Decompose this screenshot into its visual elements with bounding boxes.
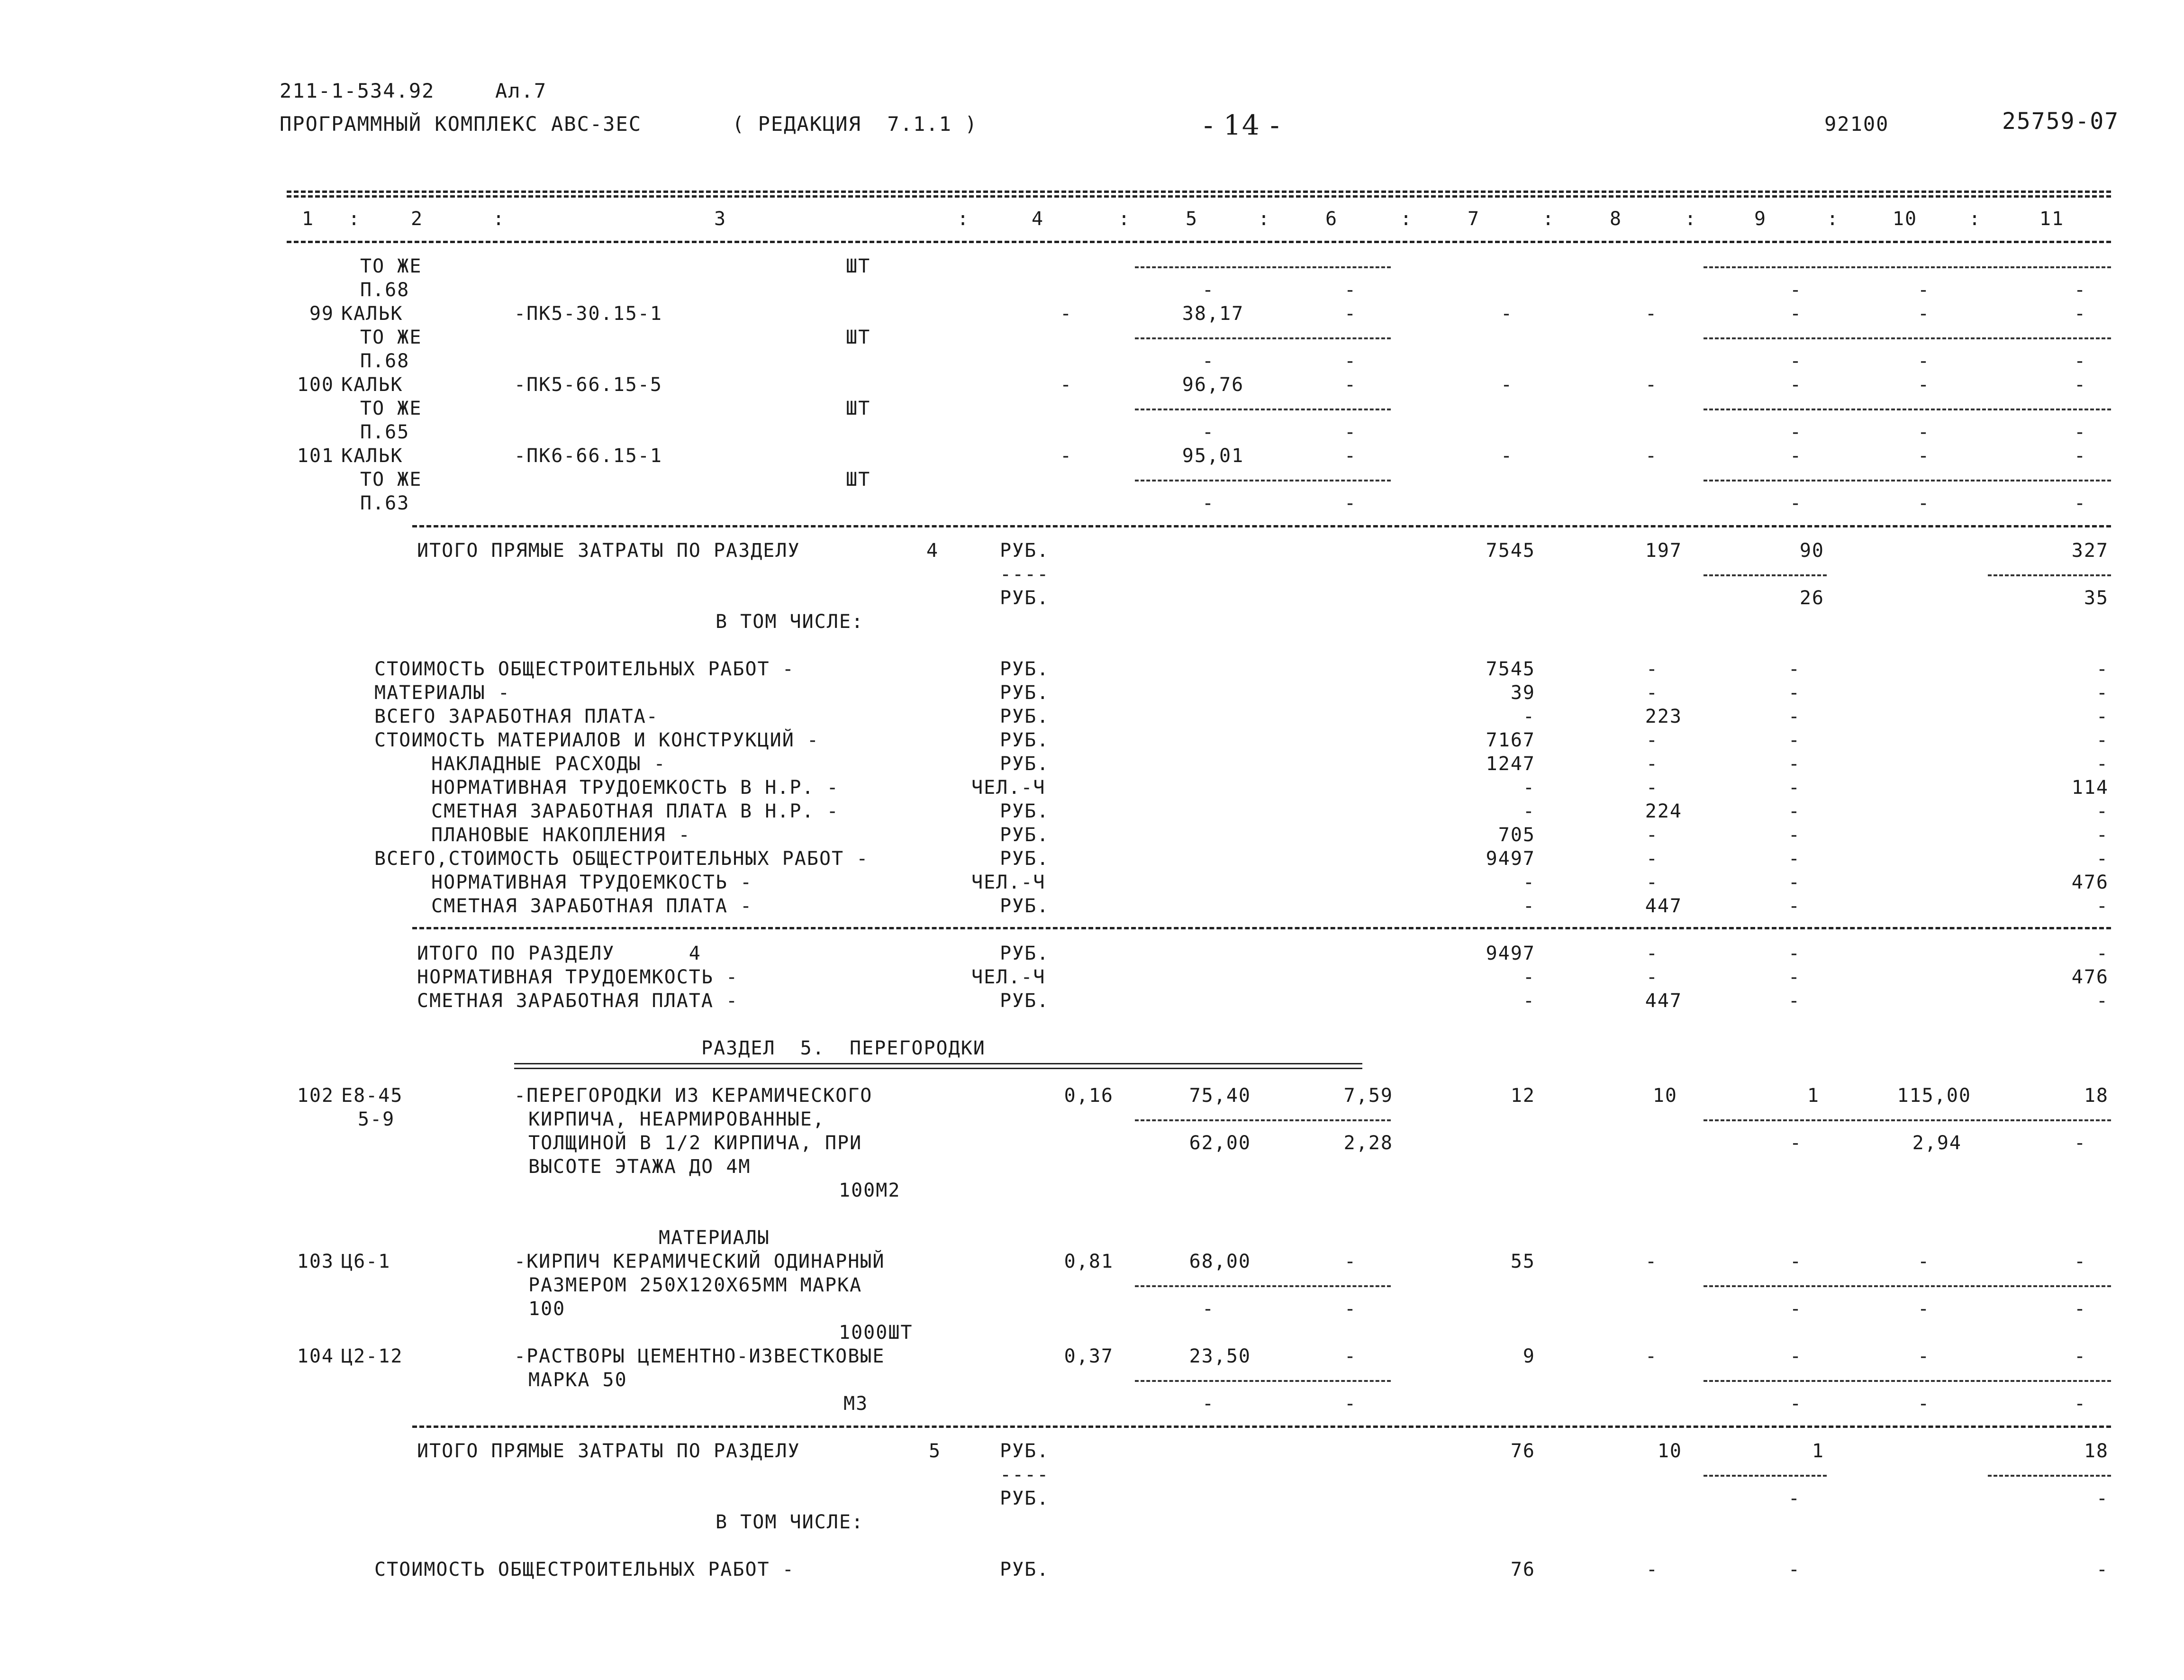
line-c11: - [2096, 658, 2109, 680]
col-header: 2 [410, 208, 424, 230]
cell: - [1344, 1345, 1357, 1367]
cell: - [1789, 1298, 1803, 1320]
including-heading: В ТОМ ЧИСЛЕ: [716, 1511, 864, 1533]
cell: 18 [2084, 1085, 2109, 1107]
cell: - [2074, 1345, 2087, 1367]
cell-divider [1135, 480, 1391, 481]
item-code: Ц2-12 [341, 1345, 403, 1367]
line-c7: 39 [1510, 682, 1535, 704]
item-description: МАРКА 50 [528, 1369, 627, 1391]
item-description: -ПЕРЕГОРОДКИ ИЗ КЕРАМИЧЕСКОГО [514, 1085, 873, 1107]
line-c8: - [1646, 848, 1658, 870]
line-c8: - [1646, 777, 1658, 799]
cell: - [1789, 1132, 1803, 1154]
cell: - [2074, 492, 2087, 514]
item-code-2: 5-9 [358, 1108, 395, 1130]
document-code: 211-1-534.92 [280, 79, 435, 102]
item-description: ТОЛЩИНОЙ В 1/2 КИРПИЧА, ПРИ [528, 1132, 862, 1154]
page-number: - 14 - [1204, 109, 1280, 141]
item-unit: 1000ШТ [839, 1322, 913, 1344]
item-code: КАЛЬК [341, 374, 403, 396]
cell: - [1789, 1251, 1803, 1272]
program-edition: ( РЕДАКЦИЯ 7.1.1 ) [732, 112, 978, 136]
total-section-number: 4 [926, 540, 939, 562]
line-c7: 9497 [1486, 943, 1535, 964]
line-c8: - [1646, 966, 1658, 988]
line-unit: РУБ. [1000, 824, 1050, 846]
line-c7: - [1522, 872, 1535, 893]
cell-divider [1135, 1285, 1391, 1287]
cell-divider [1704, 1285, 2111, 1287]
cell-divider [1704, 574, 1827, 576]
total-c8: 10 [1657, 1440, 1682, 1462]
line-label: СМЕТНАЯ ЗАРАБОТНАЯ ПЛАТА В Н.Р. - [431, 800, 839, 822]
total-c9: - [1788, 1488, 1801, 1509]
cell: - [1789, 1345, 1803, 1367]
line-label: НАКЛАДНЫЕ РАСХОДЫ - [431, 753, 666, 775]
item-code: КАЛЬК [341, 303, 403, 325]
col-header: 4 [1031, 208, 1044, 230]
item-ref: П.63 [360, 492, 410, 514]
cell: - [1202, 1393, 1215, 1415]
line-unit: ЧЕЛ.-Ч [971, 872, 1046, 893]
cell: - [1500, 303, 1513, 325]
total-c11: 327 [2071, 540, 2109, 562]
col-header: 10 [1892, 208, 1918, 230]
cell: 0,37 [1064, 1345, 1114, 1367]
cell: - [2074, 1132, 2087, 1154]
cell: 62,00 [1189, 1132, 1251, 1154]
line-unit: ЧЕЛ.-Ч [971, 966, 1046, 988]
line-label: НОРМАТИВНАЯ ТРУДОЕМКОСТЬ - [417, 966, 739, 988]
cell-divider [1135, 266, 1391, 268]
col-separator: : [348, 208, 361, 230]
cell: - [1202, 421, 1215, 443]
cell: - [1789, 303, 1803, 325]
cell: - [1917, 492, 1930, 514]
cell: - [1917, 1298, 1930, 1320]
line-label: ИТОГО ПО РАЗДЕЛУ 4 [417, 943, 701, 964]
col-header: 8 [1609, 208, 1622, 230]
cell: - [2074, 1298, 2087, 1320]
line-c11: - [2096, 824, 2109, 846]
line-c8: - [1646, 1559, 1658, 1580]
line-c8: 224 [1645, 800, 1682, 822]
line-c9: - [1788, 777, 1801, 799]
cell: - [2074, 421, 2087, 443]
line-c9: - [1788, 895, 1801, 917]
line-label: МАТЕРИАЛЫ - [374, 682, 510, 704]
line-c11: - [2096, 729, 2109, 751]
cell-divider [1704, 1380, 2111, 1382]
line-unit: РУБ. [1000, 848, 1050, 870]
section5-underline [514, 1063, 1362, 1064]
cell: - [1344, 350, 1357, 372]
line-unit: РУБ. [1000, 729, 1050, 751]
cell: - [1917, 374, 1930, 396]
item-ref: П.68 [360, 350, 410, 372]
rule-top-2 [287, 195, 2111, 198]
cell-divider [1704, 1475, 1827, 1477]
total-c11: - [2096, 1488, 2109, 1509]
item-number: 100 [297, 374, 334, 396]
cell: - [1202, 1298, 1215, 1320]
cell: - [1789, 1393, 1803, 1415]
item-description: КИРПИЧА, НЕАРМИРОВАННЫЕ, [528, 1108, 825, 1130]
line-c11: - [2096, 800, 2109, 822]
col-header: 5 [1185, 208, 1198, 230]
doc-number: 25759-07 [2002, 108, 2120, 135]
item-unit: ШТ [846, 327, 871, 348]
line-unit: РУБ. [1000, 895, 1050, 917]
item-unit: М3 [843, 1393, 869, 1415]
line-c9: - [1788, 753, 1801, 775]
cell: - [2074, 445, 2087, 467]
line-unit: РУБ. [1000, 658, 1050, 680]
total-section-number: 5 [929, 1440, 942, 1462]
cell-divider [1135, 409, 1391, 410]
cell: 7,59 [1343, 1085, 1393, 1107]
line-c8: - [1646, 872, 1658, 893]
cell: - [1917, 1345, 1930, 1367]
line-c11: - [2096, 990, 2109, 1012]
line-c9: - [1788, 872, 1801, 893]
total-c7: 76 [1510, 1440, 1535, 1462]
col-header: 6 [1325, 208, 1338, 230]
line-c7: - [1522, 777, 1535, 799]
cell: - [1060, 445, 1073, 467]
line-c8: 223 [1645, 706, 1682, 727]
cell: - [1917, 350, 1930, 372]
total-unit: РУБ. [1000, 1488, 1050, 1509]
col-separator: : [1685, 208, 1697, 230]
item-code: Е8-45 [341, 1085, 403, 1107]
album-number: Ал.7 [495, 79, 547, 102]
line-c11: 114 [2071, 777, 2109, 799]
program-name: ПРОГРАММНЫЙ КОМПЛЕКС АВС-3ЕС [280, 112, 642, 136]
cell: - [1789, 279, 1803, 301]
cell: - [1344, 1251, 1357, 1272]
line-label: СТОИМОСТЬ ОБЩЕСТРОИТЕЛЬНЫХ РАБОТ - [374, 658, 795, 680]
cell: - [1789, 445, 1803, 467]
total-c11: 18 [2084, 1440, 2109, 1462]
cell: - [2074, 350, 2087, 372]
cell: 68,00 [1189, 1251, 1251, 1272]
cell: - [1202, 279, 1215, 301]
line-c11: - [2096, 753, 2109, 775]
item-ref: П.65 [360, 421, 410, 443]
col-separator: : [957, 208, 970, 230]
line-unit: РУБ. [1000, 1559, 1050, 1580]
total-sub-marker: ---- [1000, 563, 1050, 585]
materials-heading: МАТЕРИАЛЫ [659, 1227, 770, 1249]
line-c9: - [1788, 658, 1801, 680]
line-c9: - [1788, 1559, 1801, 1580]
line-c9: - [1788, 990, 1801, 1012]
line-c8: - [1646, 729, 1658, 751]
cell-divider [1704, 480, 2111, 481]
cell: 2,28 [1343, 1132, 1393, 1154]
line-c9: - [1788, 966, 1801, 988]
item-description: РАЗМЕРОМ 250Х120Х65ММ МАРКА [528, 1274, 862, 1296]
cell: - [1060, 303, 1073, 325]
line-c11: - [2096, 848, 2109, 870]
cell: - [2074, 1393, 2087, 1415]
cell: - [1344, 303, 1357, 325]
total-label: ИТОГО ПРЯМЫЕ ЗАТРАТЫ ПО РАЗДЕЛУ [417, 540, 800, 562]
item-note: ТО ЖЕ [360, 469, 422, 490]
line-label: СМЕТНАЯ ЗАРАБОТНАЯ ПЛАТА - [417, 990, 739, 1012]
cell: - [1344, 492, 1357, 514]
line-label: СТОИМОСТЬ ОБЩЕСТРОИТЕЛЬНЫХ РАБОТ - [374, 1559, 795, 1580]
line-label: НОРМАТИВНАЯ ТРУДОЕМКОСТЬ - [431, 872, 753, 893]
line-c11: - [2096, 943, 2109, 964]
item-note: ТО ЖЕ [360, 255, 422, 277]
cell: - [2074, 1251, 2087, 1272]
col-header: 11 [2039, 208, 2065, 230]
item-note: ТО ЖЕ [360, 398, 422, 419]
cell: 55 [1510, 1251, 1535, 1272]
total-c7: 7545 [1486, 540, 1535, 562]
line-c7: - [1522, 990, 1535, 1012]
rule-top [287, 191, 2111, 193]
col-separator: : [1400, 208, 1413, 230]
cell-divider [1988, 1475, 2111, 1477]
cell: - [1344, 279, 1357, 301]
item-unit: ШТ [846, 469, 871, 490]
cell: - [1789, 350, 1803, 372]
section5-underline-2 [514, 1068, 1362, 1069]
cell: - [1645, 374, 1658, 396]
line-c9: - [1788, 682, 1801, 704]
item-note: ТО ЖЕ [360, 327, 422, 348]
cell: - [1344, 421, 1357, 443]
line-unit: РУБ. [1000, 706, 1050, 727]
cell: - [1645, 1345, 1658, 1367]
line-c8: - [1646, 753, 1658, 775]
line-c9: - [1788, 943, 1801, 964]
cell: - [1789, 421, 1803, 443]
col-header: 7 [1467, 208, 1480, 230]
cell-divider [1988, 574, 2111, 576]
line-c11: 476 [2071, 872, 2109, 893]
line-c7: - [1522, 706, 1535, 727]
total-unit: РУБ. [1000, 587, 1050, 609]
item-description: ВЫСОТЕ ЭТАЖА ДО 4М [528, 1156, 751, 1178]
line-c7: 7545 [1486, 658, 1535, 680]
rule-section4-total [412, 525, 2111, 527]
item-unit: ШТ [846, 255, 871, 277]
item-description: -КИРПИЧ КЕРАМИЧЕСКИЙ ОДИНАРНЫЙ [514, 1251, 885, 1272]
line-c7: - [1522, 800, 1535, 822]
line-c7: 7167 [1486, 729, 1535, 751]
item-description: -ПК5-66.15-5 [514, 374, 662, 396]
cell: - [2074, 303, 2087, 325]
item-number: 99 [309, 303, 334, 325]
cell: - [1917, 1251, 1930, 1272]
cell: 95,01 [1182, 445, 1244, 467]
cell-divider [1135, 337, 1391, 339]
total-unit: РУБ. [1000, 540, 1050, 562]
cell-divider [1704, 409, 2111, 410]
col-header: 3 [714, 208, 727, 230]
line-unit: РУБ. [1000, 753, 1050, 775]
cell: 75,40 [1189, 1085, 1251, 1107]
cell-divider [1135, 1380, 1391, 1382]
cell: 38,17 [1182, 303, 1244, 325]
cell: 12 [1510, 1085, 1535, 1107]
line-c8: - [1646, 824, 1658, 846]
line-c9: - [1788, 706, 1801, 727]
code-92100: 92100 [1824, 112, 1889, 136]
item-code: КАЛЬК [341, 445, 403, 467]
total-c11: 35 [2084, 587, 2109, 609]
total-c8: 197 [1645, 540, 1682, 562]
total-c9: 90 [1799, 540, 1824, 562]
line-c11: 476 [2071, 966, 2109, 988]
cell: - [1500, 374, 1513, 396]
cell: 96,76 [1182, 374, 1244, 396]
cell: 9 [1522, 1345, 1535, 1367]
line-unit: РУБ. [1000, 943, 1050, 964]
col-header: 9 [1754, 208, 1767, 230]
cell: - [1917, 421, 1930, 443]
line-c7: 9497 [1486, 848, 1535, 870]
line-c11: - [2096, 706, 2109, 727]
cell: - [1344, 1393, 1357, 1415]
cell: - [1917, 303, 1930, 325]
cell-divider [1135, 1119, 1391, 1121]
cell-divider [1704, 337, 2111, 339]
item-unit: ШТ [846, 398, 871, 419]
line-unit: ЧЕЛ.-Ч [971, 777, 1046, 799]
item-unit: 100М2 [839, 1180, 901, 1201]
line-c11: - [2096, 682, 2109, 704]
cell: - [1917, 1393, 1930, 1415]
line-c7: 705 [1498, 824, 1535, 846]
item-description: -ПК6-66.15-1 [514, 445, 662, 467]
cell-divider [1704, 1119, 2111, 1121]
rule-section5-total [412, 1426, 2111, 1428]
including-heading: В ТОМ ЧИСЛЕ: [716, 611, 864, 633]
line-c9: - [1788, 729, 1801, 751]
line-c11: - [2096, 895, 2109, 917]
line-c9: - [1788, 824, 1801, 846]
line-c11: - [2096, 1559, 2109, 1580]
line-unit: РУБ. [1000, 990, 1050, 1012]
section5-title: РАЗДЕЛ 5. ПЕРЕГОРОДКИ [701, 1037, 986, 1059]
cell: - [1060, 374, 1073, 396]
line-label: ВСЕГО,СТОИМОСТЬ ОБЩЕСТРОИТЕЛЬНЫХ РАБОТ - [374, 848, 869, 870]
line-label: СТОИМОСТЬ МАТЕРИАЛОВ И КОНСТРУКЦИЙ - [374, 729, 819, 751]
item-number: 102 [297, 1085, 334, 1107]
rule-section4-end [412, 927, 2111, 929]
item-number: 101 [297, 445, 334, 467]
item-description: -РАСТВОРЫ ЦЕМЕНТНО-ИЗВЕСТКОВЫЕ [514, 1345, 885, 1367]
item-description: 100 [528, 1298, 566, 1320]
total-label: ИТОГО ПРЯМЫЕ ЗАТРАТЫ ПО РАЗДЕЛУ [417, 1440, 800, 1462]
line-label: ВСЕГО ЗАРАБОТНАЯ ПЛАТА- [374, 706, 659, 727]
cell: - [1202, 350, 1215, 372]
cell: - [1344, 1298, 1357, 1320]
line-c8: 447 [1645, 990, 1682, 1012]
line-unit: РУБ. [1000, 682, 1050, 704]
total-c9: 26 [1799, 587, 1824, 609]
cell: - [1789, 492, 1803, 514]
line-c7: - [1522, 966, 1535, 988]
cell: - [1789, 374, 1803, 396]
cell: 0,81 [1064, 1251, 1114, 1272]
rule-header-bottom [287, 241, 2111, 243]
cell: - [1917, 445, 1930, 467]
cell: - [1645, 445, 1658, 467]
cell: 2,94 [1912, 1132, 1962, 1154]
line-c8: - [1646, 682, 1658, 704]
line-c9: - [1788, 848, 1801, 870]
line-unit: РУБ. [1000, 800, 1050, 822]
cell: - [1645, 1251, 1658, 1272]
col-header: 1 [301, 208, 315, 230]
cell: - [2074, 374, 2087, 396]
col-separator: : [1827, 208, 1840, 230]
item-ref: П.68 [360, 279, 410, 301]
cell: 115,00 [1897, 1085, 1971, 1107]
col-separator: : [1542, 208, 1555, 230]
line-c8: - [1646, 943, 1658, 964]
cell: 0,16 [1064, 1085, 1114, 1107]
total-c9: 1 [1812, 1440, 1824, 1462]
cell: - [2074, 279, 2087, 301]
col-separator: : [1969, 208, 1982, 230]
cell: - [1500, 445, 1513, 467]
total-sub-marker: ---- [1000, 1464, 1050, 1486]
cell: - [1202, 492, 1215, 514]
line-c7: 76 [1510, 1559, 1535, 1580]
item-code: Ц6-1 [341, 1251, 391, 1272]
cell: - [1344, 374, 1357, 396]
line-c7: 1247 [1486, 753, 1535, 775]
col-separator: : [1258, 208, 1271, 230]
cell: 1 [1807, 1085, 1820, 1107]
total-unit: РУБ. [1000, 1440, 1050, 1462]
cell: - [1917, 279, 1930, 301]
line-c9: - [1788, 800, 1801, 822]
col-separator: : [1118, 208, 1131, 230]
cell-divider [1704, 266, 2111, 268]
line-c8: 447 [1645, 895, 1682, 917]
line-c7: - [1522, 895, 1535, 917]
item-number: 104 [297, 1345, 334, 1367]
item-number: 103 [297, 1251, 334, 1272]
line-c8: - [1646, 658, 1658, 680]
line-label: СМЕТНАЯ ЗАРАБОТНАЯ ПЛАТА - [431, 895, 753, 917]
cell: - [1645, 303, 1658, 325]
cell: 23,50 [1189, 1345, 1251, 1367]
line-label: НОРМАТИВНАЯ ТРУДОЕМКОСТЬ В Н.Р. - [431, 777, 839, 799]
col-separator: : [493, 208, 506, 230]
cell: - [1344, 445, 1357, 467]
line-label: ПЛАНОВЫЕ НАКОПЛЕНИЯ - [431, 824, 691, 846]
item-description: -ПК5-30.15-1 [514, 303, 662, 325]
cell: 10 [1652, 1085, 1677, 1107]
